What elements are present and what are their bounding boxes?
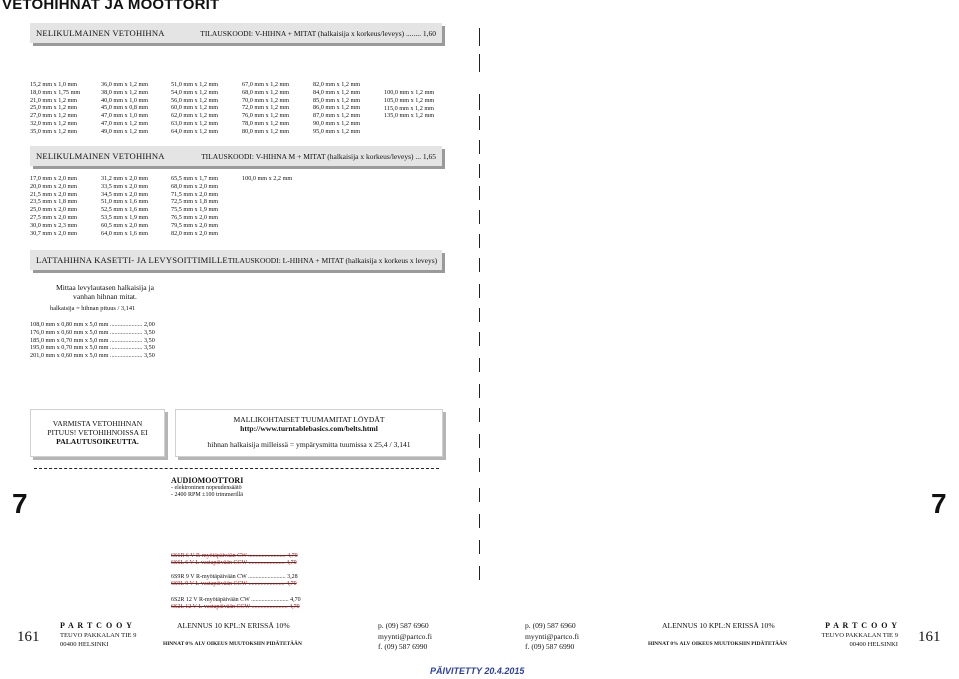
size-entry: 68,0 mm x 1,2 mm bbox=[242, 88, 290, 96]
notice-line: PALAUTUSOIKEUTTA. bbox=[56, 437, 139, 446]
size-entry: 82,0 mm x 1,2 mm bbox=[313, 81, 361, 88]
motor-section bbox=[171, 476, 243, 500]
section-title: NELIKULMAINEN VETOHIHNA bbox=[36, 28, 165, 38]
size-entry: 33,5 mm x 2,0 mm bbox=[101, 182, 149, 190]
size-column bbox=[171, 175, 218, 237]
size-entry: 38,0 mm x 1,2 mm bbox=[101, 88, 149, 96]
discount-note: ALENNUS 10 KPL:N ERISSÄ 10% bbox=[662, 621, 775, 630]
size-entry: 51,0 mm x 1,2 mm bbox=[171, 81, 219, 88]
city: 00400 HELSINKI bbox=[60, 641, 109, 648]
flat-belt-row: 108,0 mm x 0,80 mm x 5,0 mm ..................... 2,00 bbox=[30, 321, 155, 328]
size-entry: 105,0 mm x 1,2 mm bbox=[384, 96, 435, 104]
notice-line: VARMISTA VETOHIHNAN bbox=[52, 419, 143, 428]
fax: f. (09) 587 6990 bbox=[378, 642, 428, 651]
size-entry: 80,0 mm x 1,2 mm bbox=[242, 127, 290, 135]
size-column bbox=[101, 175, 148, 237]
size-entry: 31,2 mm x 2,0 mm bbox=[101, 175, 149, 182]
contact-right bbox=[525, 621, 579, 653]
dashed-divider bbox=[34, 468, 439, 469]
size-entry: 67,0 mm x 1,2 mm bbox=[242, 81, 290, 88]
notice-line: MALLIKOHTAISET TUUMAMITAT LÖYDÄT bbox=[233, 415, 385, 424]
size-entry: 84,0 mm x 1,2 mm bbox=[313, 88, 361, 96]
instruction-line: Mittaa levylautasen halkaisija ja bbox=[55, 283, 155, 292]
size-entry: 95,0 mm x 1,2 mm bbox=[313, 127, 361, 135]
diameter-formula bbox=[50, 305, 135, 312]
size-column bbox=[313, 81, 360, 136]
size-entry: 78,0 mm x 1,2 mm bbox=[242, 119, 290, 127]
size-entry: 21,0 mm x 1,2 mm bbox=[30, 96, 78, 104]
terms-right bbox=[648, 621, 798, 649]
size-entry: 45,0 mm x 0,8 mm bbox=[101, 104, 149, 112]
email-link[interactable]: myynti@partco.fi bbox=[525, 631, 580, 641]
notice-link[interactable]: http://www.turntablebasics.com/belts.html bbox=[240, 424, 378, 433]
order-code: TILAUSKOODI: V-HIHNA M + MITAT (halkaisija x korkeus/leveys) ... 1,65 bbox=[201, 151, 436, 161]
company-address-left bbox=[60, 621, 136, 650]
motor-item-text: 6S6L 6 V L-vastapäivään CCW ........................ 4,70 bbox=[171, 560, 297, 567]
terms-left bbox=[163, 621, 313, 649]
size-column bbox=[30, 175, 77, 237]
size-entry: 60,0 mm x 1,2 mm bbox=[171, 104, 219, 112]
notice-line: hihnan halkaisija milleissä = ympärysmitta tuumissa x 25,4 / 3,141 bbox=[207, 440, 411, 449]
page-number-left: 161 bbox=[17, 629, 40, 645]
updated-date: PÄIVITETTY 20.4.2015 bbox=[430, 666, 525, 676]
motor-item bbox=[171, 553, 298, 568]
size-entry: 21,5 mm x 2,0 mm bbox=[30, 190, 78, 198]
street-address: TEUVO PAKKALAN TIE 9 bbox=[60, 631, 137, 639]
page-title: VETOHIHNAT JA MOOTTORIT bbox=[2, 0, 220, 13]
size-column bbox=[242, 81, 289, 136]
flat-belt-row: 201,0 mm x 0,60 mm x 5,0 mm ..................... 3,50 bbox=[30, 352, 155, 360]
motor-item-text: 6S9L 9 V L-vastapäivään CCW ........................ 4,70 bbox=[171, 581, 297, 588]
size-entry: 79,5 mm x 2,0 mm bbox=[171, 221, 219, 229]
size-entry: 25,0 mm x 1,2 mm bbox=[30, 104, 78, 112]
contact-left bbox=[378, 621, 432, 653]
size-entry: 68,0 mm x 2,0 mm bbox=[171, 182, 219, 190]
size-entry: 87,0 mm x 1,2 mm bbox=[313, 112, 361, 120]
motor-item-text: 6S6R 6 V R-myötäpäivään CW ......................... 4,70 bbox=[171, 553, 298, 559]
size-entry: 47,0 mm x 1,0 mm bbox=[101, 112, 149, 120]
flat-belt-row: 185,0 mm x 0,70 mm x 5,0 mm ..................... 3,50 bbox=[30, 336, 155, 344]
size-entry: 52,5 mm x 1,6 mm bbox=[101, 206, 149, 214]
phone: p. (09) 587 6960 bbox=[525, 621, 576, 630]
size-entry: 100,0 mm x 1,2 mm bbox=[384, 89, 435, 96]
motor-feature: - elektroninen nopeudensäätö bbox=[171, 485, 242, 491]
order-code: TILAUSKOODI: V-HIHNA + MITAT (halkaisija x korkeus/leveys) ........ 1,60 bbox=[200, 28, 436, 38]
size-entry: 135,0 mm x 1,2 mm bbox=[384, 112, 435, 120]
motor-item bbox=[171, 597, 301, 612]
size-entry: 71,5 mm x 2,0 mm bbox=[171, 190, 219, 198]
discount-note: ALENNUS 10 KPL:N ERISSÄ 10% bbox=[177, 621, 290, 630]
size-entry: 72,5 mm x 1,8 mm bbox=[171, 198, 219, 206]
size-entry: 90,0 mm x 1,2 mm bbox=[313, 119, 361, 127]
size-entry: 82,0 mm x 2,0 mm bbox=[171, 229, 219, 237]
size-entry: 85,0 mm x 1,2 mm bbox=[313, 96, 361, 104]
size-entry: 35,0 mm x 1,2 mm bbox=[30, 127, 78, 135]
notice-no-returns bbox=[30, 409, 165, 457]
size-entry: 25,0 mm x 2,0 mm bbox=[30, 206, 78, 214]
page-number-right: 161 bbox=[918, 629, 941, 645]
size-entry: 64,0 mm x 1,6 mm bbox=[101, 229, 149, 237]
size-entry: 23,5 mm x 1,8 mm bbox=[30, 198, 78, 206]
vat-note: HINNAT 0% ALV OIKEUS MUUTOKSIIN PIDÄTETÄÄN bbox=[163, 640, 302, 647]
size-entry: 30,7 mm x 2,0 mm bbox=[30, 229, 78, 237]
size-column bbox=[30, 81, 80, 136]
motor-item-text: 6S2R 12 V R-myötäpäivään CW ......................... 4,70 bbox=[171, 597, 301, 603]
company-address-right bbox=[808, 621, 898, 650]
company-name: P A R T C O O Y bbox=[825, 621, 898, 630]
size-entry: 76,0 mm x 1,2 mm bbox=[242, 112, 290, 120]
size-entry: 15,2 mm x 1,0 mm bbox=[30, 81, 78, 88]
size-entry: 27,0 mm x 1,2 mm bbox=[30, 112, 78, 120]
size-entry: 20,0 mm x 2,0 mm bbox=[30, 182, 78, 190]
size-entry: 62,0 mm x 1,2 mm bbox=[171, 112, 219, 120]
size-entry: 47,0 mm x 1,2 mm bbox=[101, 119, 149, 127]
motor-feature: - 2400 RPM ±100 trimmerillä bbox=[171, 492, 243, 499]
chapter-number-left: 7 bbox=[12, 488, 28, 519]
size-entry: 64,0 mm x 1,2 mm bbox=[171, 127, 219, 135]
fax: f. (09) 587 6990 bbox=[525, 642, 575, 651]
size-entry: 40,0 mm x 1,0 mm bbox=[101, 96, 149, 104]
order-code: TILAUSKOODI: L-HIHNA + MITAT (halkaisija x korkeus x leveys) bbox=[227, 255, 438, 265]
size-entry: 60,5 mm x 2,0 mm bbox=[101, 221, 149, 229]
size-entry: 56,0 mm x 1,2 mm bbox=[171, 96, 219, 104]
size-entry: 30,0 mm x 2,3 mm bbox=[30, 221, 78, 229]
measure-instructions bbox=[30, 283, 180, 301]
flat-belt-row: 195,0 mm x 0,70 mm x 5,0 mm ..................... 3,50 bbox=[30, 344, 155, 352]
size-entry: 72,0 mm x 1,2 mm bbox=[242, 104, 290, 112]
flat-belt-row: 176,0 mm x 0,60 mm x 5,0 mm ..................... 3,50 bbox=[30, 328, 155, 336]
motor-item-text: 6S9R 9 V R-myötäpäivään CW ......................... 3,28 bbox=[171, 574, 298, 580]
instruction-line: vanhan hihnan mitat. bbox=[73, 292, 137, 301]
size-entry: 53,5 mm x 1,9 mm bbox=[101, 213, 149, 221]
size-column bbox=[384, 89, 434, 120]
formula-text: halkaisija = hihnan pituus / 3,141 bbox=[50, 305, 136, 312]
motor-item-text: 6S2L 12 V L-vastapäivään CCW ........................ 4,70 bbox=[171, 604, 300, 611]
motor-item bbox=[171, 574, 298, 589]
size-entry: 86,0 mm x 1,2 mm bbox=[313, 104, 361, 112]
size-entry: 76,5 mm x 2,0 mm bbox=[171, 213, 219, 221]
size-entry: 70,0 mm x 1,2 mm bbox=[242, 96, 290, 104]
size-column bbox=[171, 81, 218, 136]
size-entry: 63,0 mm x 1,2 mm bbox=[171, 119, 219, 127]
size-entry: 32,0 mm x 1,2 mm bbox=[30, 119, 78, 127]
vertical-rule-column bbox=[479, 28, 480, 588]
size-column bbox=[101, 81, 148, 136]
street-address: TEUVO PAKKALAN TIE 9 bbox=[821, 631, 898, 639]
size-entry: 18,0 mm x 1,75 mm bbox=[30, 88, 81, 96]
size-entry: 49,0 mm x 1,2 mm bbox=[101, 127, 149, 135]
phone: p. (09) 587 6960 bbox=[378, 621, 429, 630]
section-header-v-hihna bbox=[30, 23, 442, 43]
email-link[interactable]: myynti@partco.fi bbox=[378, 631, 433, 641]
size-entry: 34,5 mm x 2,0 mm bbox=[101, 190, 149, 198]
section-header-l-hihna bbox=[30, 250, 442, 270]
size-entry: 115,0 mm x 1,2 mm bbox=[384, 104, 434, 112]
chapter-number-right: 7 bbox=[931, 488, 947, 519]
city: 00400 HELSINKI bbox=[849, 641, 898, 648]
size-entry: 65,5 mm x 1,7 mm bbox=[171, 175, 219, 182]
notice-inch-sizes bbox=[175, 409, 443, 457]
size-entry: 51,0 mm x 1,6 mm bbox=[101, 198, 149, 206]
company-name: P A R T C O O Y bbox=[60, 621, 133, 630]
size-entry: 36,0 mm x 1,2 mm bbox=[101, 81, 149, 88]
size-entry: 27,5 mm x 2,0 mm bbox=[30, 213, 78, 221]
section-header-v-hihna-m bbox=[30, 146, 442, 166]
size-entry: 75,5 mm x 1,9 mm bbox=[171, 206, 219, 214]
size-entry: 54,0 mm x 1,2 mm bbox=[171, 88, 219, 96]
size-entry: 17,0 mm x 2,0 mm bbox=[30, 175, 78, 182]
section-title: LATTAHIHNA KASETTI- JA LEVYSOITTIMILLE bbox=[36, 255, 228, 265]
motor-heading: AUDIOMOOTTORI bbox=[171, 476, 244, 485]
size-entry: 100,0 mm x 2,2 mm bbox=[242, 175, 293, 182]
notice-line: PITUUS! VETOHIHNOISSA EI bbox=[47, 428, 148, 437]
flat-belt-list bbox=[30, 321, 155, 360]
section-title: NELIKULMAINEN VETOHIHNA bbox=[36, 151, 165, 161]
size-column bbox=[242, 175, 292, 183]
vat-note: HINNAT 0% ALV OIKEUS MUUTOKSIIN PIDÄTETÄÄN bbox=[648, 640, 787, 647]
